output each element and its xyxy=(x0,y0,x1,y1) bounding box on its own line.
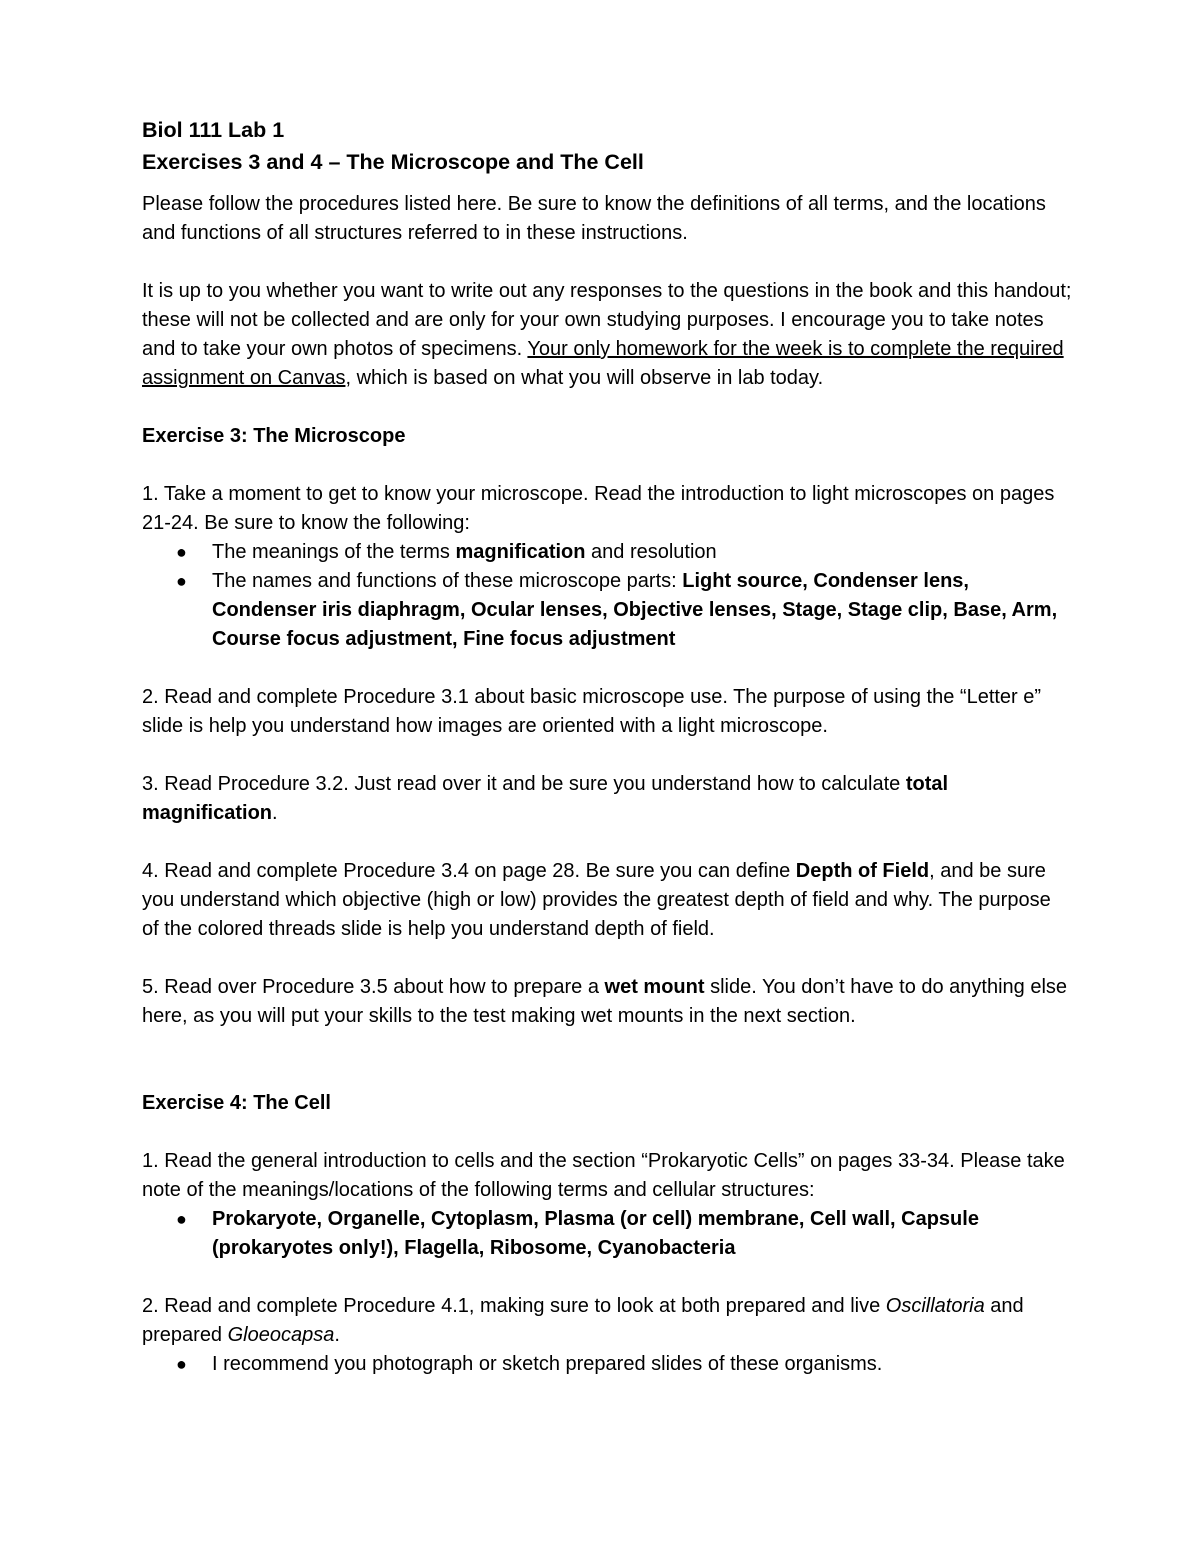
list-item xyxy=(142,1350,1072,1379)
exercise3-item4 xyxy=(142,857,1072,944)
exercise4-heading: Exercise 4: The Cell xyxy=(142,1092,331,1114)
bullet-text: I recommend you photograph or sketch prepared slides of these organisms. xyxy=(212,1353,883,1375)
item5-bold-text: wet mount xyxy=(604,976,705,998)
exercise3-heading: Exercise 3: The Microscope xyxy=(142,425,406,447)
item3-bold-text: total magnification xyxy=(142,773,949,824)
exercise4-item2-bullets xyxy=(142,1350,1072,1379)
intro-paragraph-2 xyxy=(142,277,1072,393)
organism-name-gloeocapsa: Gloeocapsa xyxy=(227,1324,335,1346)
exercise3-item5 xyxy=(142,973,1072,1031)
item5-text: 5. Read over Procedure 3.5 about how to prepare a xyxy=(142,976,605,998)
bullet-bold-text: Prokaryote, Organelle, Cytoplasm, Plasma (or cell) membrane, Cell wall, Capsule (prokaryotes only!), Flagella, Ribosome, Cyanobacteria xyxy=(212,1208,979,1259)
intro-paragraph-1: Please follow the procedures listed here. Be sure to know the definitions of all terms, and the locations and functions of all structures referred to in these instructions. xyxy=(142,193,1046,244)
item3-text-end: . xyxy=(272,802,278,824)
item2-text: 2. Read and complete Procedure 4.1, making sure to look at both prepared and live xyxy=(142,1295,886,1317)
exercise3-item2: 2. Read and complete Procedure 3.1 about basic microscope use. The purpose of using the “Letter e” slide is help you understand how images are oriented with a light microscope. xyxy=(142,686,1042,737)
item2-text-end: . xyxy=(334,1324,340,1346)
organism-name-oscillatoria: Oscillatoria xyxy=(885,1295,985,1317)
homework-underlined-text: Your only homework for the week is to complete the required assignment on Canvas xyxy=(142,338,1064,389)
bullet-icon: ● xyxy=(176,1209,187,1229)
exercise4-item2 xyxy=(142,1292,1072,1350)
exercise3-item3 xyxy=(142,770,1072,828)
item4-text: 4. Read and complete Procedure 3.4 on page 28. Be sure you can define xyxy=(142,860,796,882)
bullet-text-end: and resolution xyxy=(585,541,717,563)
course-title: Biol 111 Lab 1 xyxy=(142,118,285,142)
item4-bold-text: Depth of Field xyxy=(795,860,930,882)
bullet-text: The names and functions of these microscope parts: xyxy=(212,570,683,592)
exercise4-item1: 1. Read the general introduction to cells and the section “Prokaryotic Cells” on pages 33-34. Please take note of the meanings/locations of the following terms and cellular structures: xyxy=(142,1150,1065,1201)
list-item xyxy=(142,538,1072,567)
item3-text: 3. Read Procedure 3.2. Just read over it and be sure you understand how to calculate xyxy=(142,773,906,795)
exercise3-item1: 1. Take a moment to get to know your microscope. Read the introduction to light microscopes on pages 21-24. Be sure to know the following: xyxy=(142,483,1055,534)
item5-text-end: slide. You don’t have to do anything else here, as you will put your skills to the test making wet mounts in the next section. xyxy=(142,976,1068,1027)
bullet-icon: ● xyxy=(176,571,187,591)
bullet-bold-text: magnification xyxy=(455,541,586,563)
document-title: Exercises 3 and 4 – The Microscope and The Cell xyxy=(142,150,644,174)
document-page xyxy=(142,114,1072,1379)
bullet-text: The meanings of the terms xyxy=(212,541,456,563)
bullet-icon: ● xyxy=(176,1354,187,1374)
item4-text-end: , and be sure you understand which objective (high or low) provides the greatest depth of field and why. The purpose of the colored threads slide is help you understand depth of field. xyxy=(142,860,1051,940)
exercise3-item1-bullets xyxy=(142,538,1072,654)
intro-p2-text-start: It is up to you whether you want to write out any responses to the questions in the book and this handout; these will not be collected and are only for your own studying purposes. I encourage you to take notes and to take your own photos of specimens. xyxy=(142,280,1072,360)
bullet-bold-text: Light source, Condenser lens, Condenser iris diaphragm, Ocular lenses, Objective lenses, Stage, Stage clip, Base, Arm, Course focus adjustment, Fine focus adjustment xyxy=(212,570,1058,650)
bullet-icon: ● xyxy=(176,542,187,562)
item2-text-mid: and prepared xyxy=(142,1295,1024,1346)
exercise4-item1-bullets xyxy=(142,1205,1072,1263)
list-item xyxy=(142,1205,1072,1263)
list-item xyxy=(142,567,1072,654)
intro-p2-text-end: , which is based on what you will observe in lab today. xyxy=(345,367,824,389)
